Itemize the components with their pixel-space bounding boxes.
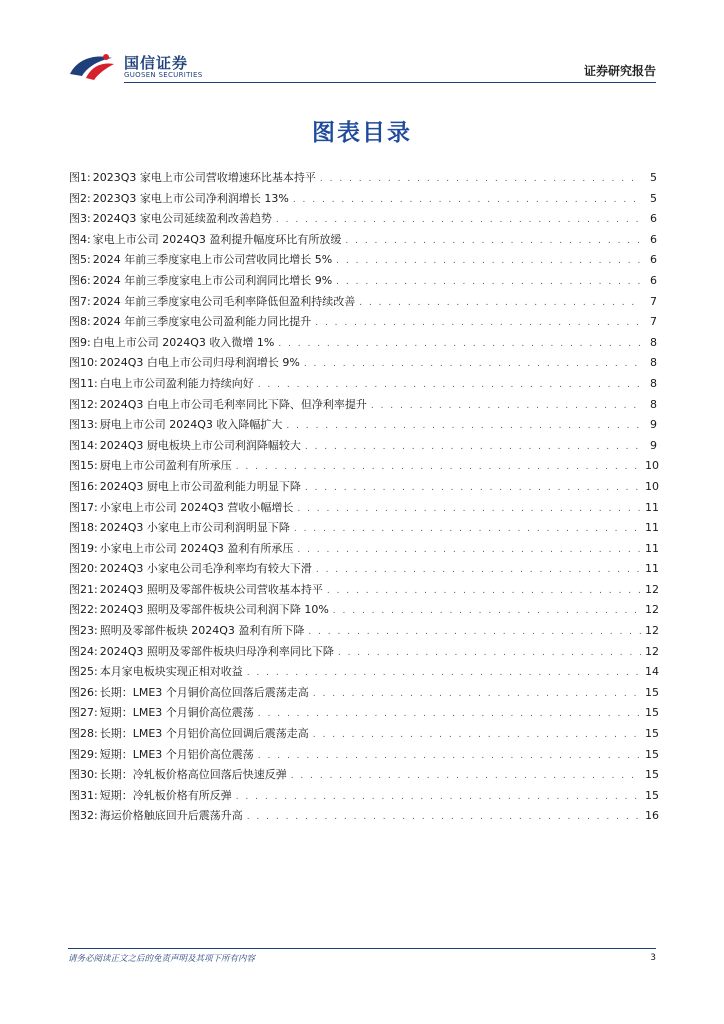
toc-entry-title: 2024Q3 家电公司延续盈利改善趋势 [92,212,272,226]
toc-leader-dots [294,519,641,540]
toc-entry-title: 长期：LME3 个月铜价高位回落后震荡走高 [99,685,309,699]
toc-entry-label: 图19: [69,541,98,555]
toc-entry-label: 图31: [69,788,98,802]
toc-entry-title: 2024 年前三季度家电上市公司营收同比增长 5% [92,253,333,267]
toc-entry-title: 本月家电板块实现正相对收益 [99,665,243,679]
toc-entry-label: 图26: [69,685,98,699]
toc-entry-label: 图28: [69,727,98,741]
toc-entry-label: 图21: [69,582,98,596]
toc-entry-label: 图12: [69,397,98,411]
toc-entry-label: 图18: [69,521,98,535]
page-title: 图表目录 [312,120,412,146]
toc-entry-page: 8 [650,335,657,349]
toc-entry-title: 小家电上市公司 2024Q3 营收小幅增长 [99,500,294,514]
toc-leader-dots [258,746,641,767]
toc-entry-label: 图25: [69,665,98,679]
toc-entry-page: 11 [645,562,659,576]
toc-entry-label: 图3: [69,212,91,226]
toc-entry-page: 15 [645,685,659,699]
toc-entry-label: 图1: [69,171,91,184]
toc-entry-title: 家电上市公司 2024Q3 盈利提升幅度环比有所放缓 [92,232,342,246]
toc-entry[interactable] [69,600,657,621]
figure-toc-list [69,168,657,827]
header-divider [124,82,656,83]
toc-entry[interactable] [69,456,657,477]
toc-leader-dots [293,190,641,211]
toc-entry-page: 5 [650,171,657,184]
toc-entry-label: 图20: [69,562,98,576]
toc-entry-page: 15 [645,747,659,761]
toc-entry-page: 12 [645,603,659,617]
toc-entry-label: 图27: [69,706,98,720]
toc-entry[interactable] [69,662,657,683]
toc-entry-label: 图24: [69,644,98,658]
toc-leader-dots [286,416,641,437]
toc-leader-dots [308,622,641,643]
toc-entry-page: 12 [645,582,659,596]
page-number: 3 [650,953,656,963]
toc-entry[interactable] [69,703,657,724]
toc-entry-title: 厨电上市公司盈利有所承压 [99,459,232,473]
toc-entry-page: 15 [645,788,659,802]
logo-chinese-name: 国信证券 [124,54,189,72]
toc-entry-label: 图4: [69,232,91,246]
toc-entry[interactable] [69,333,657,354]
toc-entry-page: 12 [645,624,659,638]
toc-entry-page: 5 [650,191,657,205]
toc-entry[interactable] [69,498,657,519]
toc-entry-label: 图6: [69,273,91,287]
toc-entry-title: 2024Q3 白电上市公司毛利率同比下降、但净利率提升 [99,397,367,411]
toc-leader-dots [315,313,641,334]
toc-leader-dots [316,560,641,581]
toc-entry-page: 6 [650,253,657,267]
toc-leader-dots [247,663,641,684]
toc-entry-title: 白电上市公司 2024Q3 收入微增 1% [92,335,275,349]
toc-entry-label: 图17: [69,500,98,514]
toc-entry-page: 7 [650,294,657,308]
toc-entry[interactable] [69,765,657,786]
toc-entry-page: 10 [645,479,659,493]
toc-entry-label: 图9: [69,335,91,349]
toc-entry-label: 图10: [69,356,98,370]
toc-entry-title: 短期：LME3 个月铝价高位震荡 [99,747,254,761]
toc-entry[interactable] [69,745,657,766]
toc-entry[interactable] [69,786,657,807]
toc-entry[interactable] [69,415,657,436]
toc-entry[interactable] [69,642,657,663]
toc-entry-label: 图5: [69,253,91,267]
toc-entry[interactable] [69,271,657,292]
toc-entry-title: 厨电上市公司 2024Q3 收入降幅扩大 [99,418,283,432]
toc-leader-dots [291,766,641,787]
toc-entry[interactable] [69,621,657,642]
toc-leader-dots [313,725,641,746]
toc-entry-page: 14 [645,665,659,679]
toc-leader-dots [258,704,641,725]
toc-leader-dots [336,251,641,272]
toc-entry-page: 8 [650,397,657,411]
toc-leader-dots [304,354,641,375]
toc-leader-dots [305,478,641,499]
toc-entry-page: 11 [645,521,659,535]
toc-entry-title: 长期：冷轧板价格高位回落后快速反弹 [99,768,287,782]
toc-entry[interactable] [69,353,657,374]
toc-entry[interactable] [69,395,657,416]
toc-leader-dots [345,231,641,252]
toc-leader-dots [236,457,641,478]
toc-entry[interactable] [69,477,657,498]
toc-entry-title: 2024Q3 厨电板块上市公司利润降幅较大 [99,438,301,452]
toc-entry[interactable] [69,806,657,827]
toc-entry-title: 短期：LME3 个月铜价高位震荡 [99,706,254,720]
toc-entry-label: 图29: [69,747,98,761]
toc-entry[interactable] [69,559,657,580]
toc-leader-dots [276,210,641,231]
toc-entry-title: 2024 年前三季度家电上市公司利润同比增长 9% [92,273,333,287]
toc-entry[interactable] [69,724,657,745]
toc-entry-label: 图13: [69,418,98,432]
toc-entry-label: 图8: [69,315,91,329]
toc-leader-dots [320,169,641,190]
toc-entry-label: 图32: [69,809,98,823]
toc-entry-page: 8 [650,356,657,370]
toc-entry-title: 2024 年前三季度家电公司盈利能力同比提升 [92,315,312,329]
toc-entry[interactable] [69,292,657,313]
toc-leader-dots [327,581,641,602]
toc-entry-title: 照明及零部件板块 2024Q3 盈利有所下降 [99,624,305,638]
toc-entry[interactable] [69,189,657,210]
guosen-logo-icon [68,52,116,82]
toc-leader-dots [333,601,641,622]
toc-entry-title: 2024Q3 厨电上市公司盈利能力明显下降 [99,479,301,493]
toc-entry-title: 2024Q3 小家电公司毛净利率均有较大下滑 [99,562,312,576]
toc-entry-page: 6 [650,212,657,226]
toc-entry-label: 图16: [69,479,98,493]
toc-entry-title: 2024Q3 照明及零部件板块归母净利率同比下降 [99,644,334,658]
toc-entry[interactable] [69,539,657,560]
toc-leader-dots [297,499,641,520]
toc-entry[interactable] [69,230,657,251]
toc-entry-page: 6 [650,273,657,287]
toc-entry-title: 2023Q3 家电上市公司营收增速环比基本持平 [92,171,316,184]
toc-entry[interactable] [69,436,657,457]
toc-entry-label: 图11: [69,376,98,390]
toc-entry-page: 11 [645,541,659,555]
toc-entry[interactable] [69,312,657,333]
toc-entry-page: 10 [645,459,659,473]
toc-leader-dots [313,684,641,705]
toc-entry-title: 2024Q3 照明及零部件板块公司利润下降 10% [99,603,329,617]
report-type-label: 证券研究报告 [583,64,656,78]
toc-entry-page: 12 [645,644,659,658]
toc-entry-title: 2024Q3 照明及零部件板块公司营收基本持平 [99,582,323,596]
toc-entry-title: 2024Q3 白电上市公司归母利润增长 9% [99,356,300,370]
toc-entry-page: 15 [645,706,659,720]
toc-entry-page: 9 [650,418,657,432]
toc-entry[interactable] [69,209,657,230]
toc-entry-label: 图23: [69,624,98,638]
toc-entry-title: 长期：LME3 个月铝价高位回调后震荡走高 [99,727,309,741]
toc-leader-dots [236,787,641,808]
toc-entry-page: 15 [645,727,659,741]
toc-entry-page: 7 [650,315,657,329]
toc-entry[interactable] [69,518,657,539]
footer-divider [68,948,656,949]
toc-leader-dots [247,807,641,828]
toc-leader-dots [278,334,641,355]
toc-entry-title: 2024 年前三季度家电公司毛利率降低但盈利持续改善 [92,294,356,308]
toc-entry-page: 6 [650,232,657,246]
toc-entry[interactable] [69,580,657,601]
toc-entry-label: 图14: [69,438,98,452]
toc-entry-page: 8 [650,376,657,390]
toc-entry[interactable] [69,168,657,189]
toc-entry-page: 16 [645,809,659,823]
toc-leader-dots [336,272,641,293]
toc-entry-title: 2023Q3 家电上市公司净利润增长 13% [92,191,289,205]
toc-leader-dots [371,396,641,417]
toc-entry-label: 图7: [69,294,91,308]
toc-entry-page: 11 [645,500,659,514]
footer-disclaimer: 请务必阅读正文之后的免责声明及其项下所有内容 [68,954,256,964]
toc-entry[interactable] [69,250,657,271]
toc-entry-title: 海运价格触底回升后震荡升高 [99,809,243,823]
toc-entry[interactable] [69,683,657,704]
toc-entry-page: 9 [650,438,657,452]
toc-leader-dots [258,375,641,396]
toc-entry[interactable] [69,374,657,395]
toc-entry-title: 短期：冷轧板价格有所反弹 [99,788,232,802]
toc-entry-title: 小家电上市公司 2024Q3 盈利有所承压 [99,541,294,555]
toc-entry-label: 图30: [69,768,98,782]
toc-leader-dots [305,437,641,458]
toc-leader-dots [359,293,641,314]
toc-entry-page: 15 [645,768,659,782]
toc-entry-label: 图2: [69,191,91,205]
toc-entry-title: 2024Q3 小家电上市公司利润明显下降 [99,521,290,535]
toc-entry-label: 图22: [69,603,98,617]
toc-entry-label: 图15: [69,459,98,473]
toc-entry-title: 白电上市公司盈利能力持续向好 [99,376,254,390]
toc-leader-dots [297,540,641,561]
logo-english-name: GUOSEN SECURITIES [124,71,203,79]
toc-leader-dots [338,643,641,664]
